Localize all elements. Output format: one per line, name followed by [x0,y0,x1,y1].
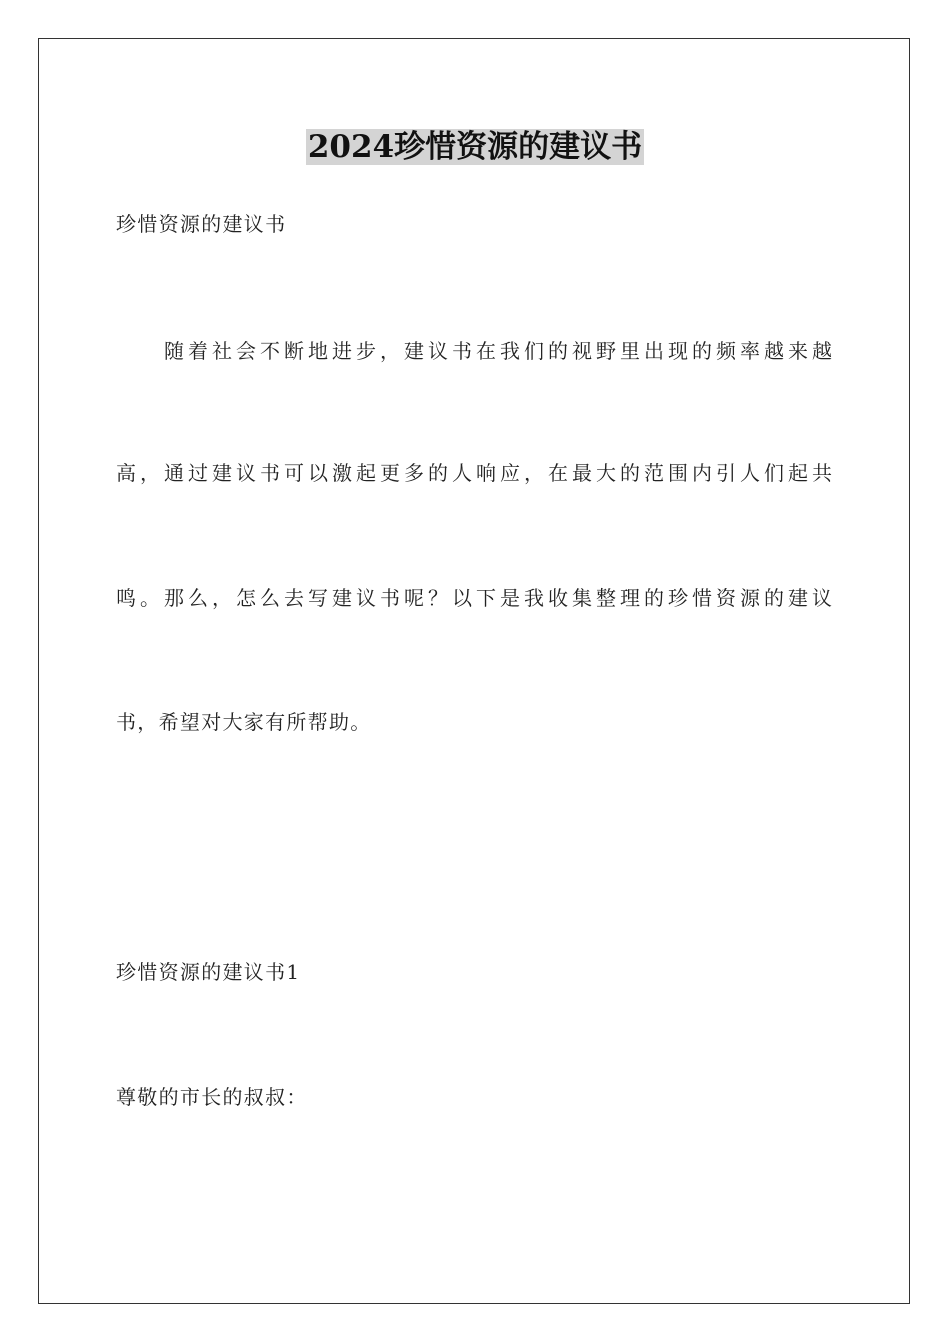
intro-line-2: 高，通过建议书可以激起更多的人响应，在最大的范围内引人们起共 [116,461,832,485]
intro-line-4: 书，希望对大家有所帮助。 [116,710,372,734]
document-subtitle: 珍惜资源的建议书 [116,212,287,236]
intro-line-1: 随着社会不断地进步，建议书在我们的视野里出现的频率越来越 [164,339,832,363]
intro-line-3: 鸣。那么，怎么去写建议书呢？以下是我收集整理的珍惜资源的建议 [116,586,832,610]
document-title [0,127,950,167]
salutation: 尊敬的市长的叔叔： [116,1085,308,1109]
document-title-text: 2024珍惜资源的建议书 [307,129,643,165]
section-heading: 珍惜资源的建议书1 [116,960,301,984]
